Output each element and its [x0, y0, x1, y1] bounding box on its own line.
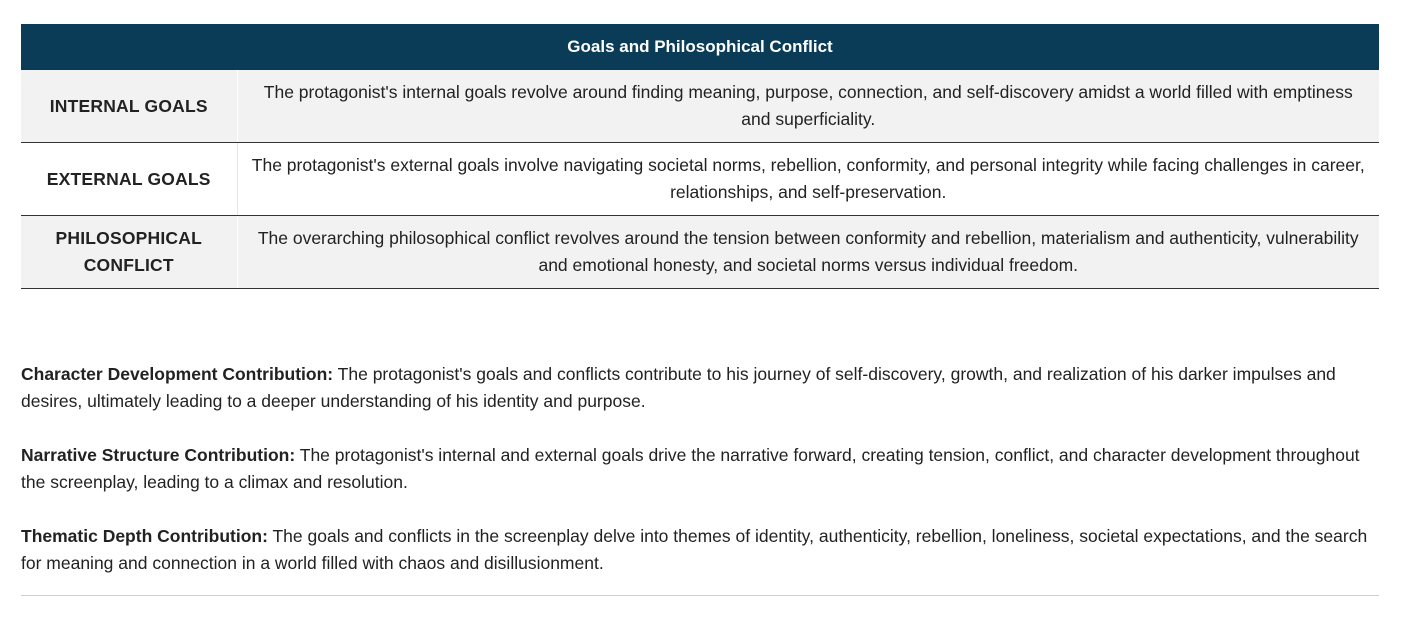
- row-text-internal-goals: The protagonist's internal goals revolve around finding meaning, purpose, connection, and self-discovery amidst a world filled with emptiness and superficiality.: [237, 70, 1379, 143]
- contributions-section: [21, 361, 1379, 604]
- thematic-depth-paragraph: [21, 523, 1379, 577]
- narrative-structure-paragraph: [21, 442, 1379, 496]
- narrative-structure-label: Narrative Structure Contribution:: [21, 445, 296, 465]
- section-divider: [21, 595, 1379, 596]
- row-label-internal-goals: INTERNAL GOALS: [21, 70, 237, 143]
- row-text-external-goals: The protagonist's external goals involve navigating societal norms, rebellion, conformity, and personal integrity while facing challenges in career, relationships, and self-preservation.: [237, 143, 1379, 216]
- table-row-internal-goals: [21, 70, 1379, 143]
- character-development-label: Character Development Contribution:: [21, 364, 334, 384]
- narrative-structure-text: The protagonist's internal and external goals drive the narrative forward, creating tension, conflict, and character development throughout the screenplay, leading to a climax and resolution.: [21, 445, 1360, 492]
- thematic-depth-text: The goals and conflicts in the screenplay delve into themes of identity, authenticity, rebellion, loneliness, societal expectations, and the search for meaning and connection in a world filled with chaos and disillusionment.: [21, 526, 1368, 573]
- character-development-text: The protagonist's goals and conflicts contribute to his journey of self-discovery, growth, and realization of his darker impulses and desires, ultimately leading to a deeper understanding of his identity and purpose.: [21, 364, 1336, 411]
- goals-table: [21, 24, 1379, 289]
- table-title: Goals and Philosophical Conflict: [21, 24, 1379, 70]
- table-header-row: [21, 24, 1379, 70]
- row-label-philosophical-conflict: PHILOSOPHICAL CONFLICT: [21, 216, 237, 289]
- goals-table-container: [21, 24, 1379, 289]
- character-development-paragraph: [21, 361, 1379, 415]
- thematic-depth-label: Thematic Depth Contribution:: [21, 526, 268, 546]
- row-text-philosophical-conflict: The overarching philosophical conflict revolves around the tension between conformity and rebellion, materialism and authenticity, vulnerability and emotional honesty, and societal norms versus individual freedom.: [237, 216, 1379, 289]
- row-label-external-goals: EXTERNAL GOALS: [21, 143, 237, 216]
- table-row-external-goals: [21, 143, 1379, 216]
- table-row-philosophical-conflict: [21, 216, 1379, 289]
